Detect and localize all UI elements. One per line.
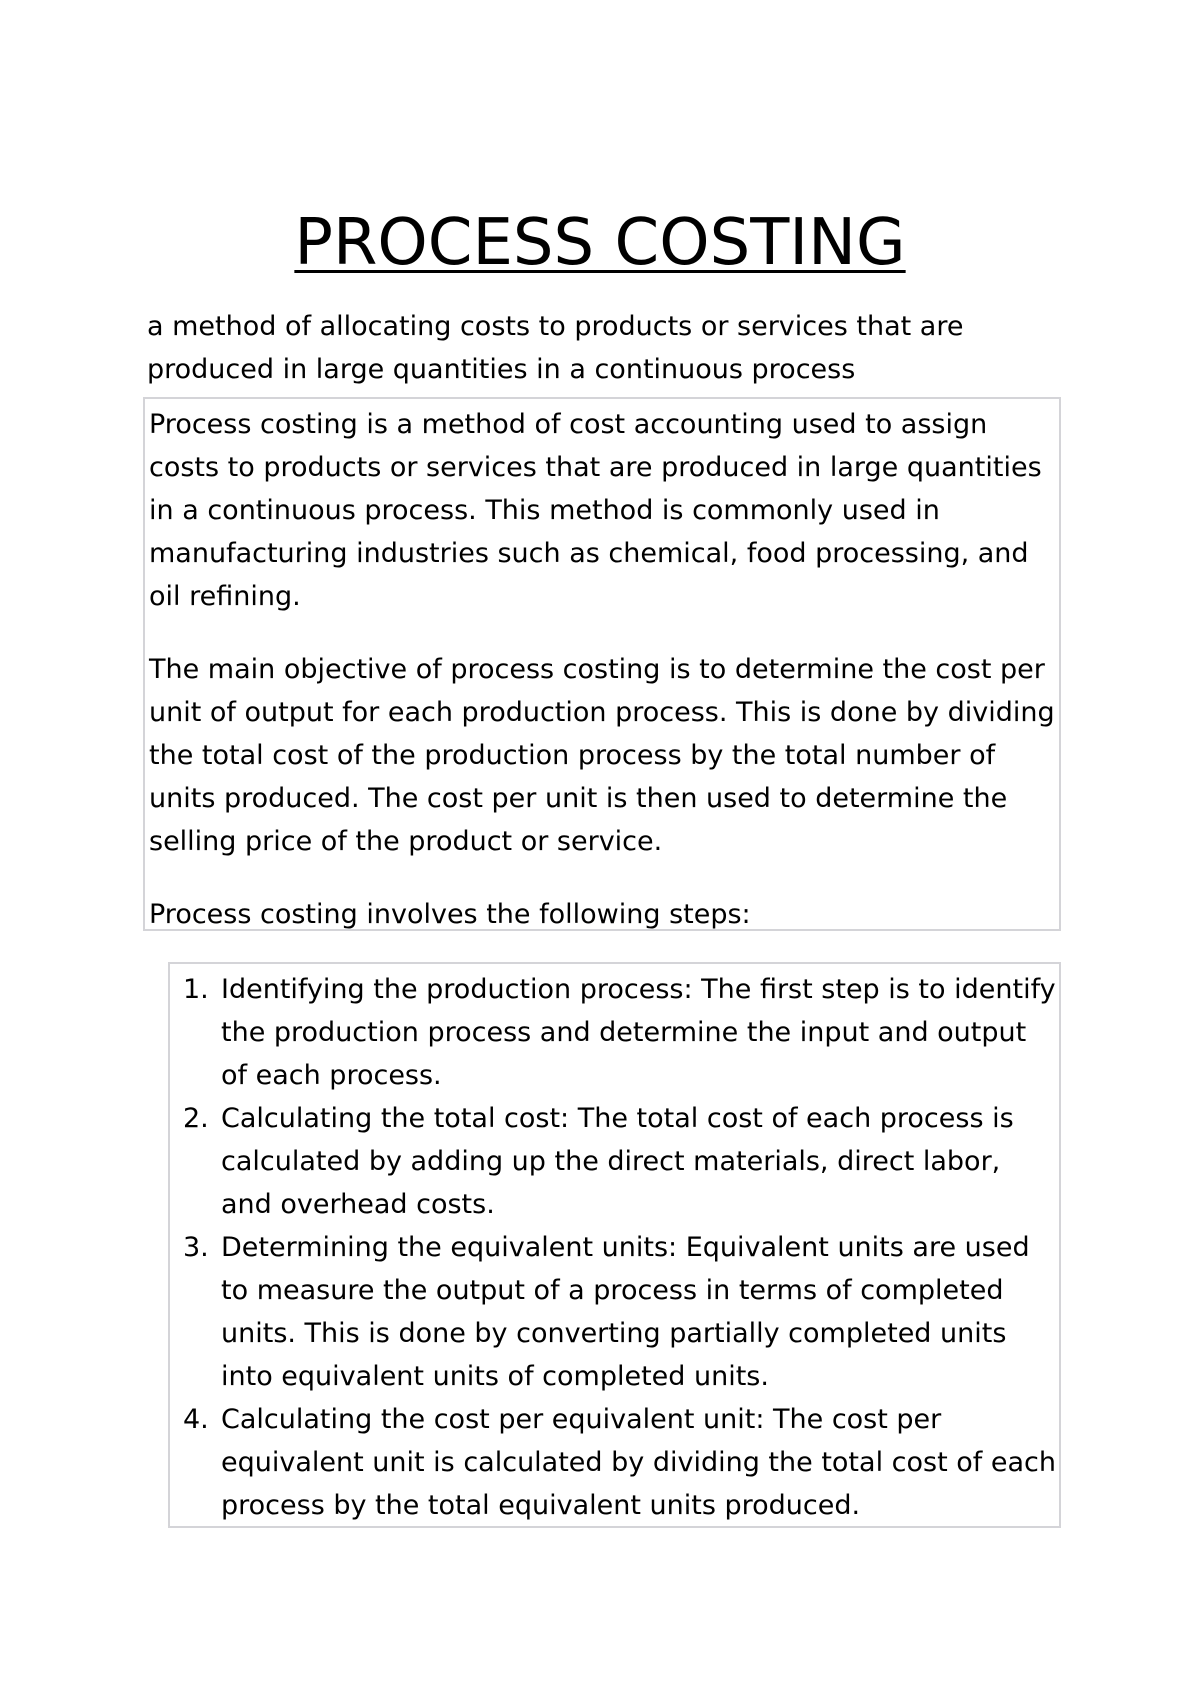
step-text-4: Calculating the cost per equivalent unit: The cost per equivalent unit is calculated by dividing the total cost of each process by the total equivalent units produced.: [221, 1404, 1056, 1521]
step-text-2: Calculating the total cost: The total cost of each process is calculated by adding up the direct materials, direct labor, and overhead costs.: [221, 1103, 1014, 1220]
page-title-text: PROCESS COSTING: [294, 206, 906, 280]
step-item-2: [170, 1097, 1059, 1226]
definition-subtitle: a method of allocating costs to products or services that are produced in large quantities in a continuous process: [147, 311, 964, 385]
description-box: [143, 397, 1061, 931]
step-item-1: [170, 968, 1059, 1097]
steps-list: [170, 968, 1059, 1527]
description-paragraph-1: Process costing is a method of cost accounting used to assign costs to products or services that are produced in large quantities in a continuous process. This method is commonly used in manufacturing industries such as chemical, food processing, and oil refining.: [149, 409, 1042, 612]
step-item-4: [170, 1398, 1059, 1527]
steps-box: [168, 962, 1061, 1528]
description-paragraph-2: The main objective of process costing is to determine the cost per unit of output for each production process. This is done by dividing the total cost of the production process by the total number of units produced. The cost per unit is then used to determine the selling price of the product or service.: [149, 654, 1055, 857]
step-item-3: [170, 1226, 1059, 1398]
step-number-2: 2.: [183, 1103, 209, 1134]
step-number-4: 4.: [183, 1404, 209, 1435]
step-number-3: 3.: [183, 1232, 209, 1263]
page-title: [0, 205, 1200, 281]
step-text-3: Determining the equivalent units: Equivalent units are used to measure the output of a process in terms of completed units. This is done by converting partially completed units into equivalent units of completed units.: [221, 1232, 1030, 1392]
step-text-1: Identifying the production process: The first step is to identify the production process and determine the input and output of each process.: [221, 974, 1056, 1091]
step-number-1: 1.: [183, 974, 209, 1005]
description-paragraph-3: Process costing involves the following steps:: [149, 899, 751, 930]
